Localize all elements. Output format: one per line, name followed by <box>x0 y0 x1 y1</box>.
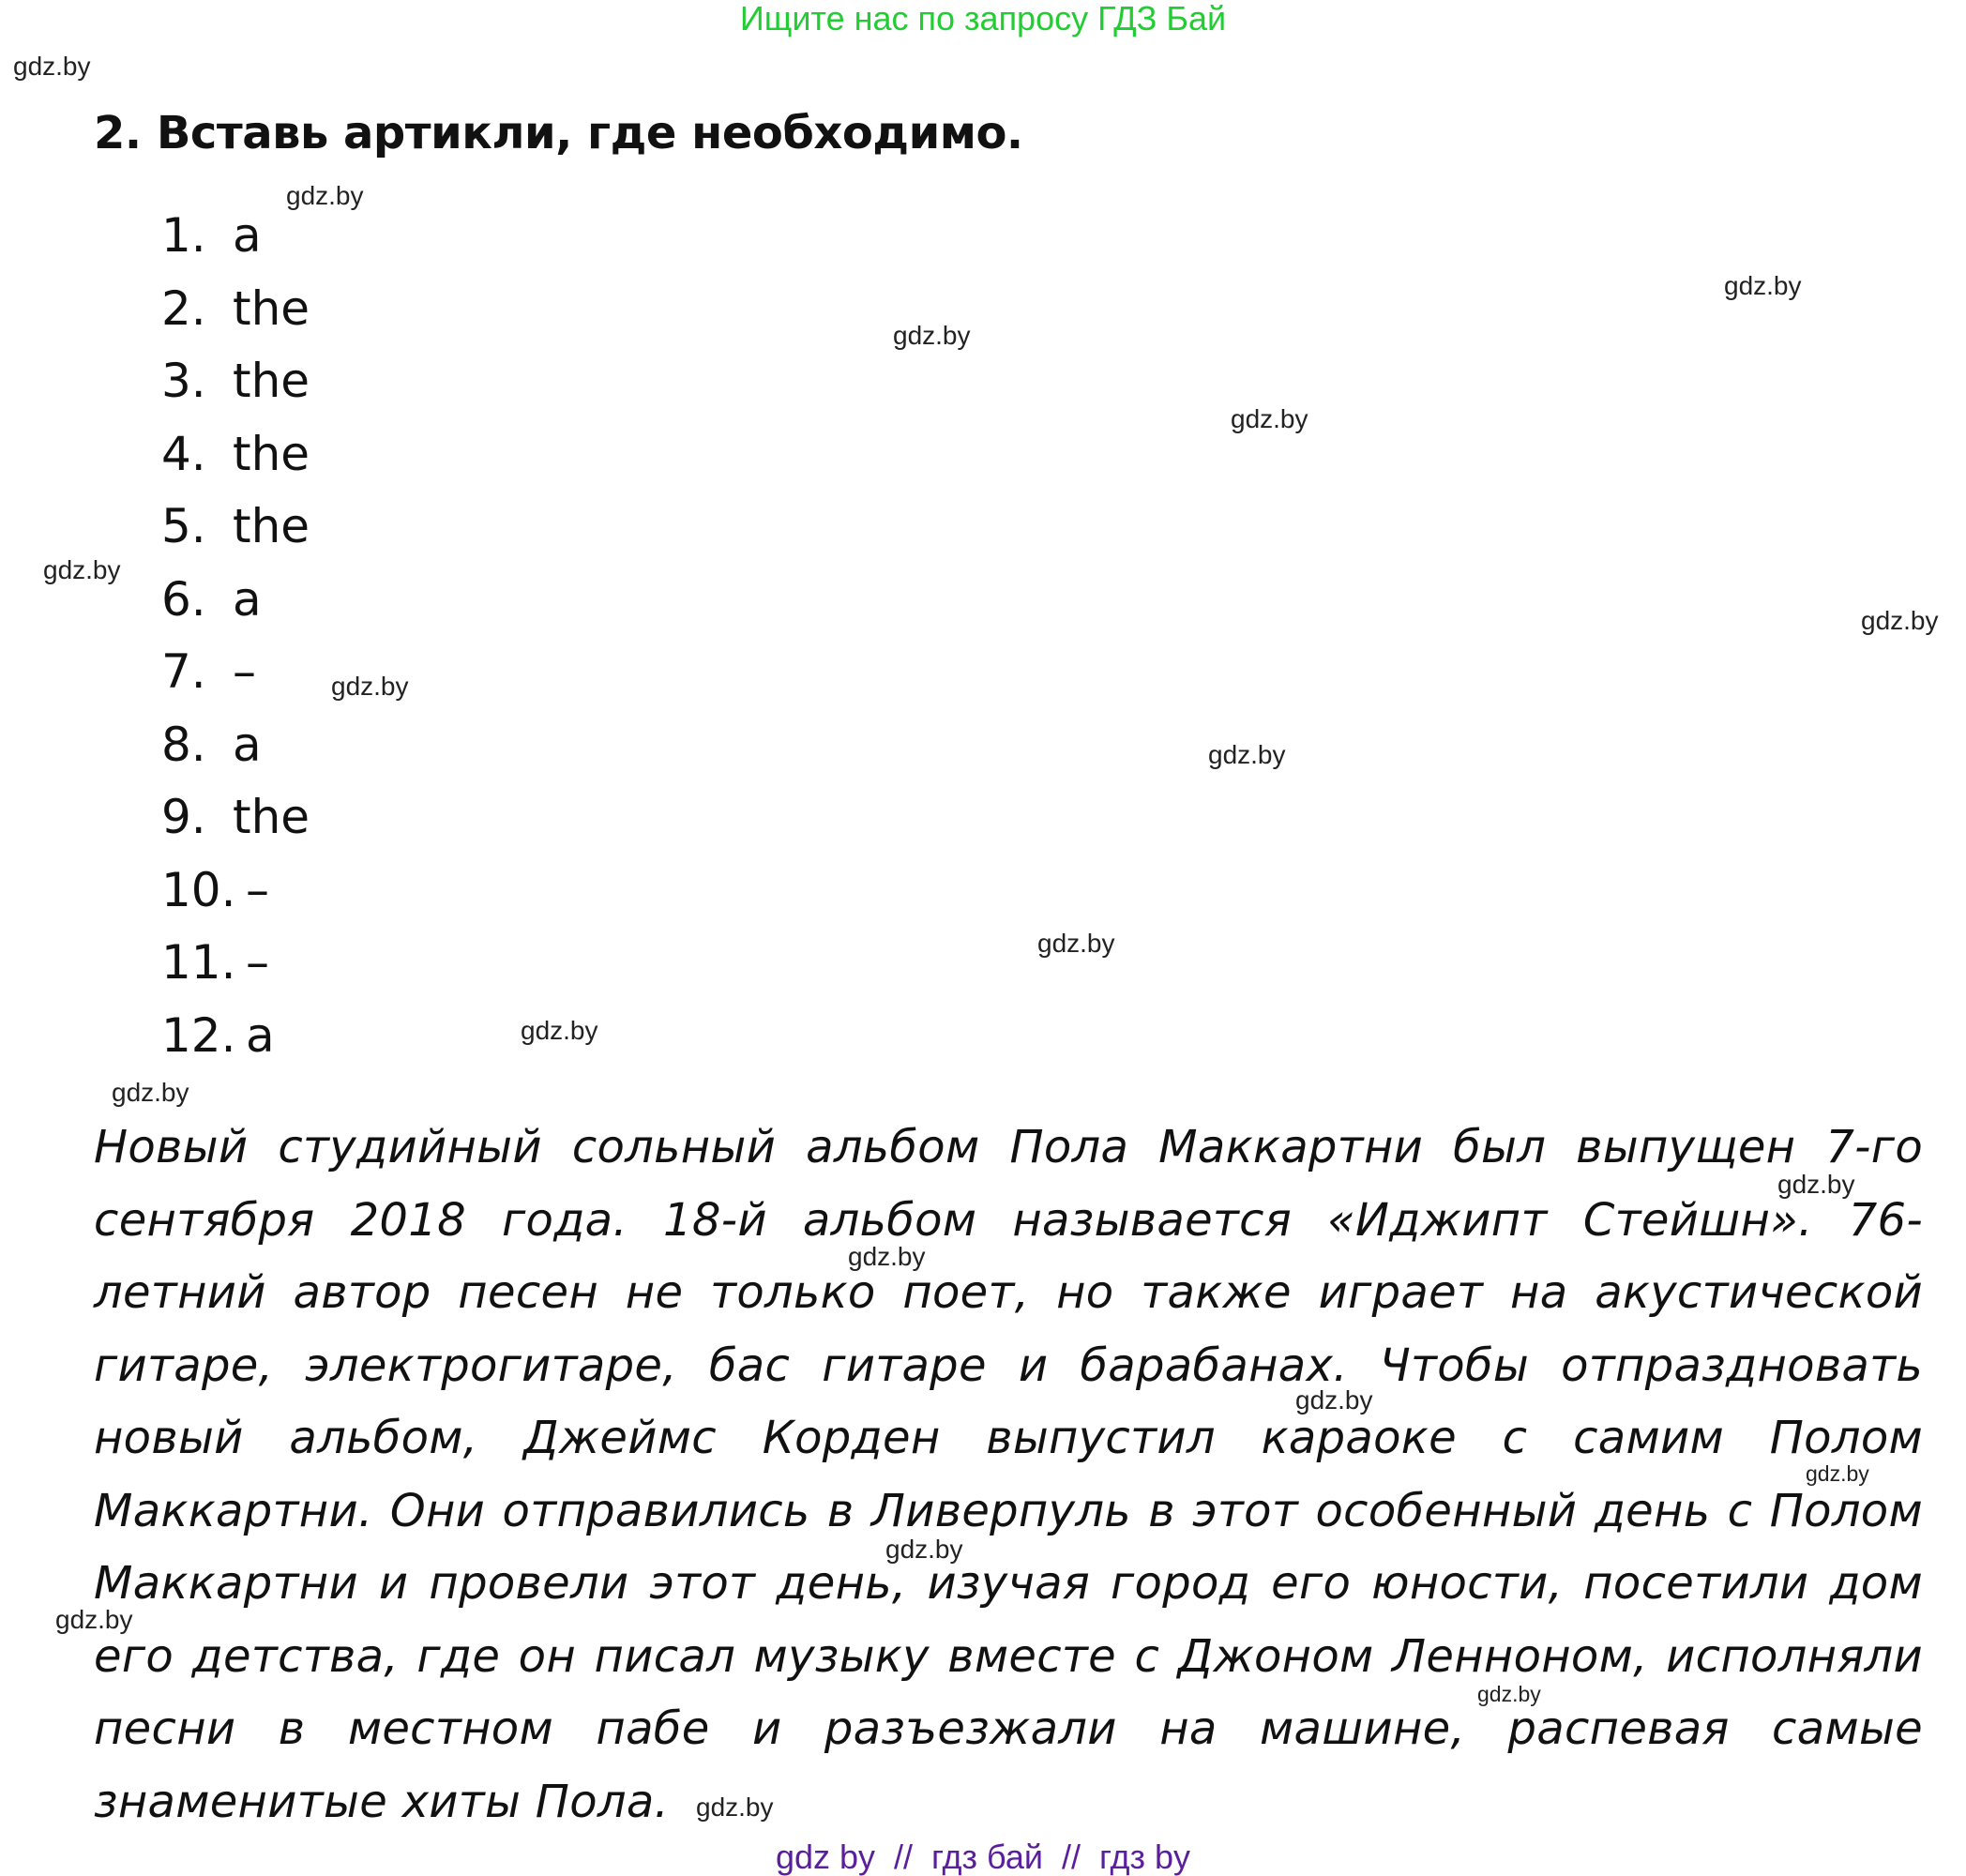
translation-line: знаменитые хиты Пола. <box>94 1775 670 1828</box>
answer-value: – <box>233 644 256 699</box>
translation-line: его детства, где он писал музыку вместе с Джоном Ленноном, исполняли <box>94 1629 1923 1683</box>
watermark: gdz.by <box>885 1535 963 1564</box>
footer-links: gdz by // гдз бай // гдз by <box>775 1838 1191 1876</box>
watermark: gdz.by <box>286 181 364 210</box>
answer-value: – <box>246 862 269 917</box>
watermark: gdz.by <box>1295 1385 1373 1415</box>
watermark: gdz.by <box>1477 1682 1541 1706</box>
answer-value: the <box>233 280 310 336</box>
answer-value: the <box>233 426 310 481</box>
answer-item <box>161 1007 310 1081</box>
answer-item <box>161 353 310 426</box>
watermark: gdz.by <box>1777 1170 1855 1199</box>
answer-item <box>161 207 310 280</box>
translation-line: Новый студийный сольный альбом Пола Маккартни был выпущен 7-го <box>94 1121 1923 1173</box>
watermark: gdz.by <box>13 52 91 81</box>
watermark: gdz.by <box>112 1078 189 1107</box>
watermark: gdz.by <box>1208 740 1286 769</box>
watermark: gdz.by <box>331 672 409 701</box>
answer-number: 9. <box>161 790 206 844</box>
answer-value: a <box>233 717 262 772</box>
answer-item <box>161 717 310 790</box>
watermark: gdz.by <box>1861 606 1939 635</box>
watermark: gdz.by <box>696 1793 774 1822</box>
answer-value: the <box>233 499 310 553</box>
task-title: 2. Вставь артикли, где необходимо. <box>94 107 1023 159</box>
translation-line: новый альбом, Джеймс Корден выпустил караоке с самим Полом <box>94 1412 1923 1464</box>
translation-line: песни в местном пабе и разъезжали на машине, распевая самые <box>94 1702 1923 1755</box>
answer-number: 8. <box>161 717 206 772</box>
answer-number: 5. <box>161 499 206 553</box>
search-banner: Ищите нас по запросу ГДЗ Бай <box>739 0 1227 38</box>
answer-item <box>161 862 310 935</box>
translation-paragraph <box>94 1112 1923 1838</box>
answer-number: 10. <box>161 862 236 917</box>
translation-line: летний автор песен не только поет, но также играет на акустической <box>94 1266 1923 1319</box>
answer-number: 6. <box>161 571 206 627</box>
answer-item <box>161 934 310 1007</box>
answer-value: a <box>233 208 262 263</box>
answer-value: – <box>246 935 269 990</box>
answer-item <box>161 280 310 354</box>
watermark: gdz.by <box>55 1605 133 1634</box>
answer-number: 2. <box>161 280 206 336</box>
answer-number: 7. <box>161 644 206 699</box>
translation-line: Маккартни и провели этот день, изучая город его юности, посетили дом <box>94 1557 1923 1610</box>
answer-value: the <box>233 354 310 408</box>
answer-item <box>161 789 310 862</box>
watermark: gdz.by <box>1231 404 1308 433</box>
watermark: gdz.by <box>521 1016 598 1045</box>
answer-number: 11. <box>161 935 236 990</box>
translation-line: Маккартни. Они отправились в Ливерпуль в этот особенный день с Полом <box>94 1484 1923 1537</box>
answer-item <box>161 643 310 717</box>
watermark: gdz.by <box>893 321 971 350</box>
answer-value: a <box>233 571 262 627</box>
answer-number: 4. <box>161 426 206 481</box>
watermark: gdz.by <box>43 555 121 584</box>
answer-item <box>161 571 310 644</box>
watermark: gdz.by <box>1806 1461 1869 1486</box>
answer-number: 3. <box>161 354 206 408</box>
translation-line: сентября 2018 года. 18-й альбом называется «Иджипт Стейшн». 76- <box>94 1193 1923 1247</box>
answer-item <box>161 426 310 499</box>
watermark: gdz.by <box>1724 271 1802 300</box>
answer-value: a <box>246 1007 275 1063</box>
answer-value: the <box>233 790 310 844</box>
watermark: gdz.by <box>1037 929 1115 958</box>
answer-number: 1. <box>161 208 206 263</box>
answer-list <box>161 207 310 1080</box>
translation-line: гитаре, электрогитаре, бас гитаре и барабанах. Чтобы отпраздновать <box>94 1339 1923 1392</box>
answer-number: 12. <box>161 1007 236 1063</box>
watermark: gdz.by <box>848 1242 926 1271</box>
answer-item <box>161 498 310 571</box>
